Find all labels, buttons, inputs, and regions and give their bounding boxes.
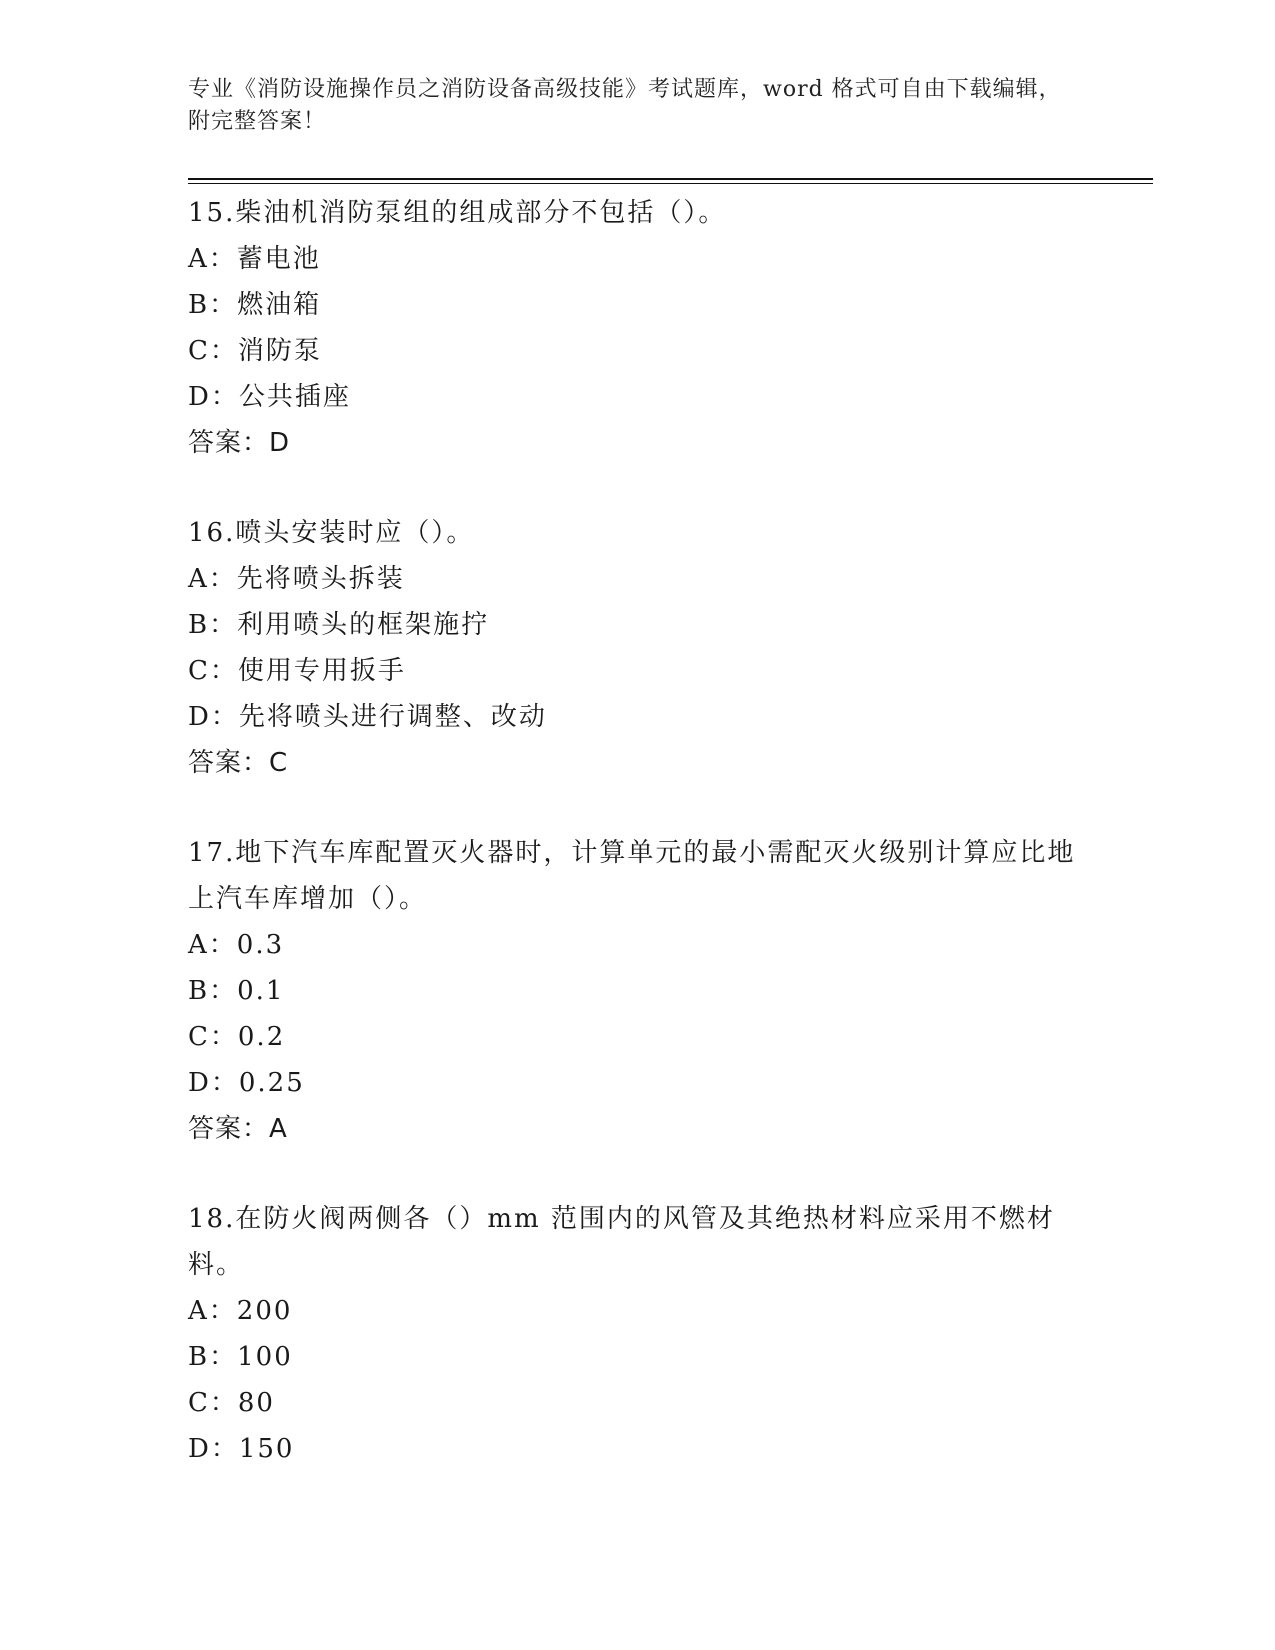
answer-line: 答案：A (188, 1114, 288, 1144)
option-d: D：0.25 (188, 1068, 305, 1098)
option-b: B：燃油箱 (188, 290, 322, 320)
option-a: A：200 (188, 1296, 293, 1326)
option-b: B：100 (188, 1342, 293, 1372)
option-c: C：使用专用扳手 (188, 656, 406, 686)
header-divider-thin (188, 183, 1153, 184)
question-list (188, 190, 1088, 1472)
question-stem: 15.柴油机消防泵组的组成部分不包括（）。 (188, 198, 727, 228)
question-17 (188, 830, 1088, 1152)
option-b: B：0.1 (188, 976, 285, 1006)
question-15 (188, 190, 1088, 466)
answer-line: 答案：C (188, 748, 289, 778)
document-header: 专业《消防设施操作员之消防设备高级技能》考试题库，word 格式可自由下载编辑，附完整答案！ (188, 77, 1062, 134)
option-c: C：0.2 (188, 1022, 286, 1052)
header-divider-thick (188, 178, 1153, 180)
option-d: D：公共插座 (188, 382, 351, 412)
option-a: A：0.3 (188, 930, 285, 960)
question-stem: 18.在防火阀两侧各（）mm 范围内的风管及其绝热材料应采用不燃材料。 (188, 1204, 1055, 1280)
option-b: B：利用喷头的框架施拧 (188, 610, 490, 640)
option-a: A：蓄电池 (188, 244, 321, 274)
option-c: C：80 (188, 1388, 275, 1418)
question-16 (188, 510, 1088, 786)
question-stem: 16.喷头安装时应（）。 (188, 518, 475, 548)
question-18 (188, 1196, 1088, 1472)
option-a: A：先将喷头拆装 (188, 564, 405, 594)
option-d: D：150 (188, 1434, 295, 1464)
option-d: D：先将喷头进行调整、改动 (188, 702, 547, 732)
answer-line: 答案：D (188, 428, 291, 458)
question-stem: 17.地下汽车库配置灭火器时，计算单元的最小需配灭火级别计算应比地上汽车库增加（）。 (188, 838, 1076, 914)
option-c: C：消防泵 (188, 336, 322, 366)
